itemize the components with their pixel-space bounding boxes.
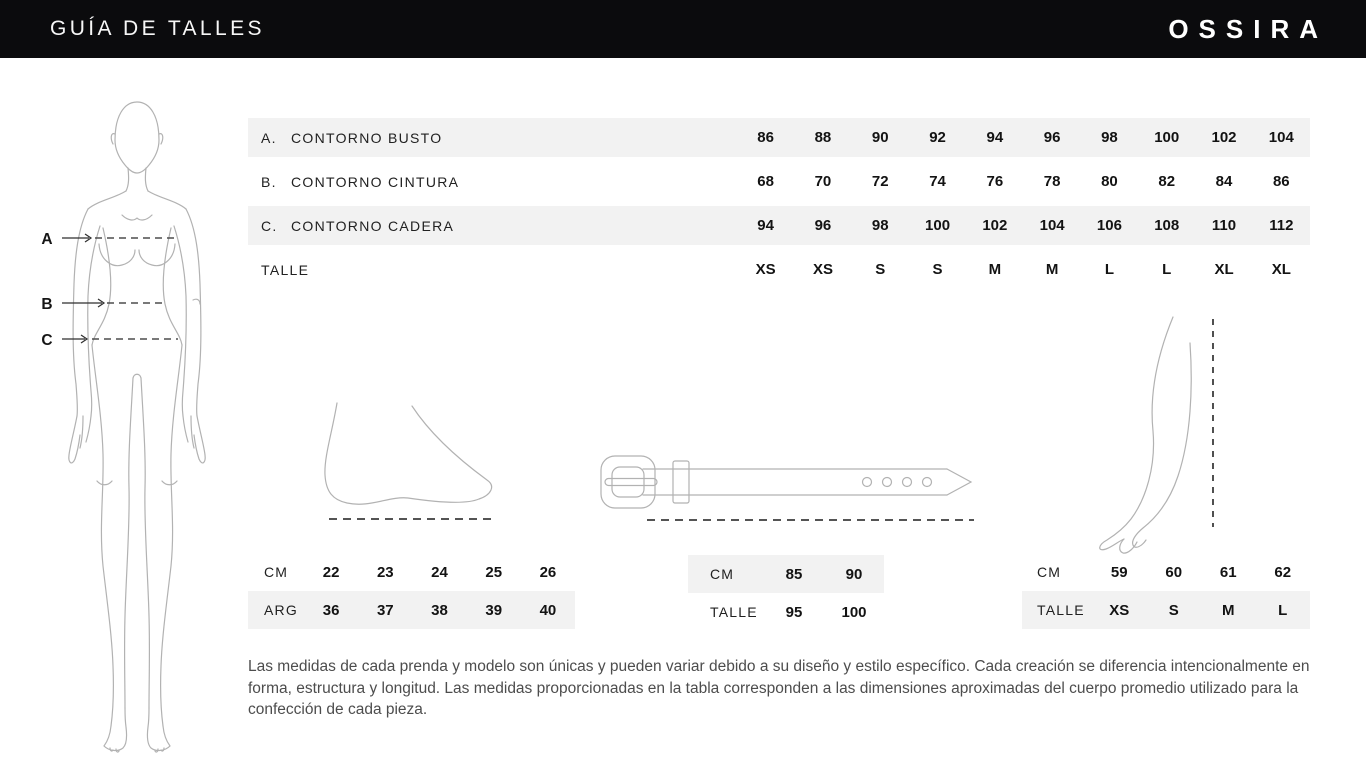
cell: XL: [1214, 261, 1234, 278]
row-label: CM: [710, 566, 735, 582]
cell: 60: [1165, 563, 1183, 581]
shoe-table-row-arg: [248, 591, 575, 629]
cell: 94: [986, 129, 1004, 146]
belt-diagram: [597, 450, 977, 528]
row-label-group: [248, 262, 737, 278]
cell: L: [1104, 261, 1115, 278]
cell: 90: [845, 565, 863, 583]
arrow-b: [62, 299, 104, 307]
measurement-lines: [41, 231, 178, 349]
foot-outline: [325, 403, 492, 504]
cell: S: [875, 261, 886, 278]
cell: 88: [814, 129, 832, 146]
row-key: C.: [261, 217, 278, 234]
size-table-row-cintura: [248, 162, 1310, 201]
cell: 24: [431, 563, 448, 581]
cell: 68: [757, 173, 774, 190]
foot-diagram: [315, 401, 505, 526]
cell: 86: [1272, 173, 1290, 190]
cell: 110: [1211, 217, 1237, 234]
cell: 104: [1039, 217, 1065, 234]
cell: 98: [1101, 129, 1118, 146]
cell: 98: [871, 217, 889, 234]
cell: 102: [982, 217, 1008, 234]
body-measurement-diagram: [25, 86, 237, 756]
cell: 85: [785, 565, 803, 583]
row-label: ARG: [264, 602, 298, 618]
cell: L: [1278, 601, 1288, 619]
cell: 86: [757, 129, 774, 146]
cell: 25: [485, 563, 503, 581]
row-label: CM: [1037, 564, 1062, 580]
cell: 112: [1269, 217, 1294, 234]
label-b: B: [41, 296, 53, 313]
cell: 84: [1215, 173, 1233, 190]
cell: 90: [871, 129, 889, 146]
cell: 96: [1043, 129, 1061, 146]
cell: 36: [322, 601, 340, 619]
arm-outline: [1100, 317, 1191, 553]
cell: 92: [929, 129, 946, 146]
cell: S: [932, 261, 943, 278]
row-label: TALLE: [710, 604, 758, 620]
cell: 100: [925, 217, 951, 234]
row-key: B.: [261, 173, 277, 190]
cell: 62: [1274, 563, 1292, 581]
belt-outline: [601, 456, 971, 508]
size-table-row-cadera: [248, 206, 1310, 245]
cell: 96: [814, 217, 832, 234]
sleeve-diagram: [1093, 313, 1225, 558]
cell: 82: [1158, 173, 1176, 190]
brand-logo: OSSIRA: [1168, 13, 1328, 44]
row-label: CM: [264, 564, 289, 580]
cell: M: [1222, 601, 1235, 619]
row-name: TALLE: [261, 261, 310, 278]
page-title: GUÍA DE TALLES: [50, 17, 265, 40]
cell: 100: [1154, 129, 1180, 146]
row-label-group: [248, 174, 737, 190]
row-label: TALLE: [1037, 602, 1085, 618]
sleeve-table-row-talle: [1022, 591, 1310, 629]
size-table-row-talle: [248, 250, 1310, 289]
label-c: C: [41, 332, 53, 349]
header-bar: [0, 0, 1366, 58]
cell: 108: [1154, 217, 1180, 234]
row-name: CONTORNO CADERA: [291, 217, 455, 234]
row-key: A.: [261, 129, 277, 146]
arrow-a: [62, 234, 91, 242]
cell: 38: [431, 601, 448, 619]
sleeve-table-row-cm: [1022, 553, 1310, 591]
belt-table-row-cm: [688, 555, 884, 593]
cell: 23: [376, 563, 394, 581]
cell: XS: [1109, 601, 1130, 619]
size-table-row-busto: [248, 118, 1310, 157]
cell: 61: [1219, 563, 1237, 581]
body-figure-outline: [69, 102, 205, 752]
shoe-table-row-cm: [248, 553, 575, 591]
belt-table-row-talle: [688, 593, 884, 631]
cell: S: [1168, 601, 1179, 619]
cell: XL: [1271, 261, 1291, 278]
cell: 106: [1096, 217, 1122, 234]
row-label-group: [248, 130, 737, 146]
cell: 95: [785, 603, 803, 621]
row-values: [737, 173, 1310, 190]
row-name: CONTORNO BUSTO: [291, 129, 443, 146]
row-values: [737, 129, 1310, 146]
cell: 37: [376, 601, 394, 619]
disclaimer-text: Las medidas de cada prenda y modelo son únicas y pueden variar debido a su diseño y estilo específico. Cada creación se diferencia intencionalmente en forma, estructura y longitud. Las medidas proporcionadas en la tabla corresponden a las dimensiones aproximadas del cuerpo promedio utilizado para la confección de cada pieza.: [248, 658, 1310, 718]
cell: 104: [1268, 129, 1294, 146]
cell: 70: [814, 173, 832, 190]
arrow-c: [62, 335, 87, 343]
cell: L: [1162, 261, 1172, 278]
cell: 102: [1211, 129, 1237, 146]
cell: 80: [1101, 173, 1118, 190]
row-values: [737, 217, 1310, 234]
cell: 22: [322, 563, 340, 581]
cell: 100: [841, 603, 867, 621]
cell: 78: [1043, 173, 1061, 190]
row-values: [737, 261, 1310, 278]
cell: 59: [1110, 563, 1128, 581]
cell: 76: [986, 173, 1004, 190]
cell: M: [988, 261, 1002, 278]
cell: 39: [485, 601, 503, 619]
row-name: CONTORNO CINTURA: [291, 173, 460, 190]
cell: 40: [539, 601, 557, 619]
label-a: A: [41, 231, 53, 248]
cell: 74: [929, 173, 946, 190]
cell: XS: [812, 261, 833, 278]
cell: 26: [539, 563, 557, 581]
row-label-group: [248, 218, 737, 234]
cell: 94: [757, 217, 774, 234]
cell: XS: [755, 261, 776, 278]
cell: M: [1045, 261, 1059, 278]
cell: 72: [871, 173, 889, 190]
